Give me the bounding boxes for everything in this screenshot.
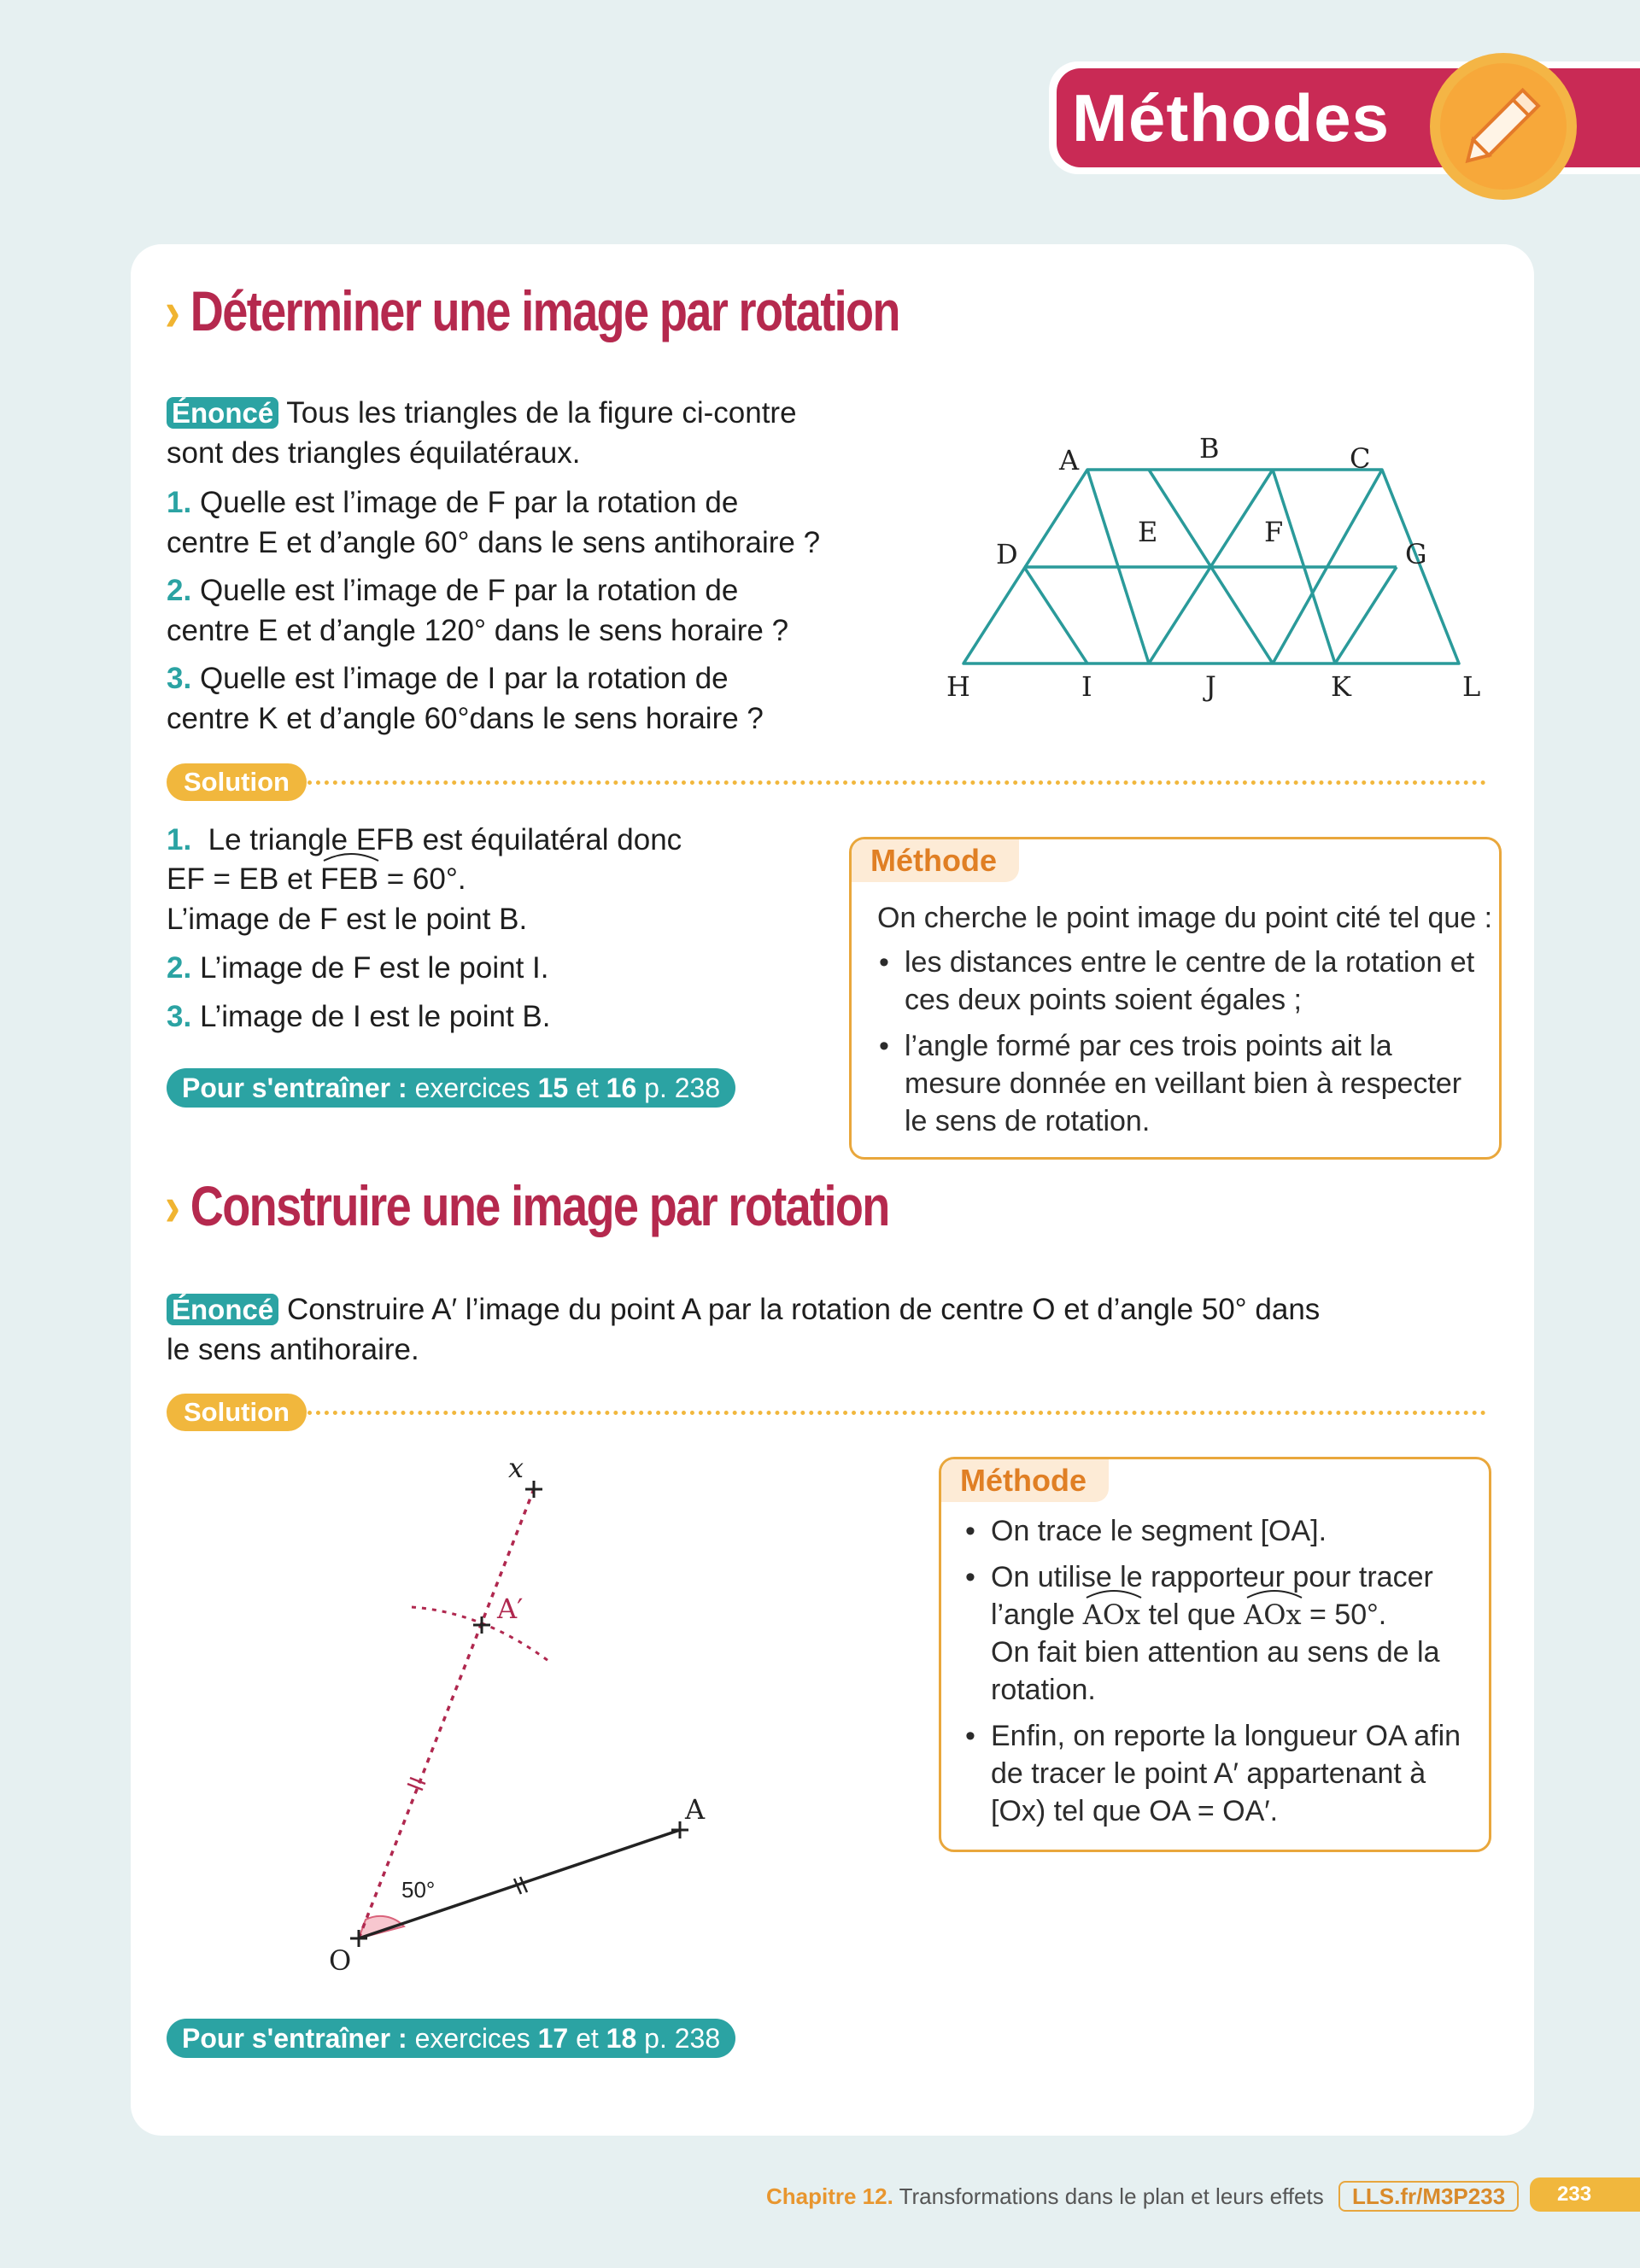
label-A-prime: A′ [497,1593,524,1625]
enonce2-line2: le sens antihoraire. [167,1333,419,1366]
method1-bullet2 [877,1027,1492,1140]
label-D: D [996,538,1018,570]
section1-title [165,277,899,345]
solution3-text: L’image de I est le point B. [199,1000,551,1033]
practice-t2: et [576,2023,599,2054]
enonce1-line1 [167,393,797,433]
method2-b3-l3: [Ox) tel que OA = OA′. [991,1795,1279,1827]
enonce1-text1: Tous les triangles de la figure ci-contre [286,396,797,430]
practice-link-2[interactable] [167,2019,735,2058]
angle-arc-icon [1083,1586,1145,1599]
enonce2-text1: Construire A′ l’image du point A par la rotation de centre O et d’angle 50° dans [286,1293,1321,1326]
practice-link-1[interactable] [167,1068,735,1108]
dotted-divider [308,780,1486,785]
solution2-text: L’image de F est le point I. [199,951,549,985]
edge-D-H2 [1024,567,1087,663]
solution1-text1: Le triangle EFB est équilatéral donc [208,823,682,856]
method1-b1-l1: • les distances entre le centre de la rotation et [905,946,1475,979]
angle-AOx-1 [1083,1596,1140,1634]
footer [766,2177,1519,2215]
solution2 [167,948,549,988]
label-H: H [946,670,970,703]
method2-b2-l4: rotation. [991,1674,1096,1706]
method-box-2 [939,1457,1491,1852]
label-F: F [1264,516,1284,548]
footer-link[interactable]: LLS.fr/M3P233 [1338,2181,1519,2212]
method2-bullet1 [964,1512,1461,1550]
practice-n1: 17 [537,2023,569,2054]
question2-text1: Quelle est l’image de F par la rotation de [199,574,739,607]
method1-b2-l1: • l’angle formé par ces trois points ait la [905,1030,1392,1062]
label-B: B [1199,432,1220,465]
edge-K-G [1335,567,1397,663]
rotation-figure [316,1443,743,1998]
angle-FEB-text: FEB [319,862,379,896]
method2-b2-l2 [991,1596,1461,1634]
ray-Ox [359,1489,534,1938]
solution3 [167,997,550,1037]
solution-tag-2: Solution [167,1394,307,1431]
method1-b2-l2: mesure donnée en veillant bien à respecter [905,1067,1462,1100]
method2-b2-l2b: tel que [1148,1599,1236,1631]
practice-t1: exercices [414,1073,530,1103]
question1-text1: Quelle est l’image de F par la rotation de [199,486,739,519]
practice-lead: Pour s'entraîner : [182,2023,407,2054]
question1-number: 1. [167,486,192,519]
label-I: I [1081,670,1092,703]
question1-line2: centre E et d’angle 60° dans le sens antihoraire ? [167,526,821,559]
enonce-tag: Énoncé [167,1294,278,1325]
method2-bullet2 [964,1558,1461,1709]
question3-number: 3. [167,662,192,695]
angle-FEB [320,859,378,899]
enonce2-line1 [167,1289,1320,1330]
section2-title [165,1172,889,1240]
label-K: K [1331,670,1351,703]
label-A: A [1059,444,1080,476]
compass-arc [412,1607,548,1661]
label-E: E [1138,516,1158,548]
method1-bullet1 [877,944,1492,1019]
practice-t1: exercices [414,2023,530,2054]
label-A: A [685,1793,706,1826]
method2-b2-l2a: l’angle [991,1599,1075,1631]
solution1-line3: L’image de F est le point B. [167,903,528,936]
label-J: J [1205,670,1216,703]
section1-title-text: Déterminer une image par rotation [190,279,899,342]
dotted-divider-2 [308,1411,1486,1415]
solution1-number: 1. [167,823,192,856]
label-angle: 50° [401,1877,436,1903]
header-title: Méthodes [1072,80,1391,155]
method1-b2-l3: le sens de rotation. [905,1105,1151,1137]
chevron-right-icon: › [165,1174,190,1237]
footer-chapter: Chapitre 12. [766,2183,893,2209]
solution3-number: 3. [167,1000,192,1033]
practice-n2: 16 [606,1073,637,1103]
solution-tag: Solution [167,763,307,801]
method-title: Méthode [941,1459,1109,1502]
method2-b2-l3: On fait bien attention au sens de la [991,1636,1440,1669]
question3-line2: centre K et d’angle 60°dans le sens horaire ? [167,702,764,735]
solution1-eq: EF = EB et [167,862,313,896]
method2-content [964,1512,1461,1830]
solution1-line1 [167,820,682,860]
label-x: x [508,1452,524,1484]
method2-b3-l1: • Enfin, on reporte la longueur OA afin [991,1720,1461,1752]
label-O: O [329,1944,352,1977]
solution2-number: 2. [167,951,192,985]
section2-title-text: Construire une image par rotation [190,1174,889,1237]
practice-lead: Pour s'entraîner : [182,1073,407,1103]
label-L: L [1462,670,1481,703]
angle-AOx-1-text: AOx [1082,1599,1141,1631]
angle-arc-icon [320,849,382,862]
angle-arc-icon [1244,1586,1305,1599]
practice-t3: p. 238 [644,2023,721,2054]
method2-b1: On trace le segment [OA]. [991,1515,1327,1547]
method2-b2-l2c: = 50°. [1309,1599,1387,1631]
practice-n1: 15 [537,1073,569,1103]
label-G: G [1405,538,1427,570]
practice-t2: et [576,1073,599,1103]
method1-b1-l2: ces deux points soient égales ; [905,984,1302,1016]
tick-marks-OA [514,1877,527,1894]
page-number: 233 [1530,2177,1640,2212]
question3-text1: Quelle est l’image de I par la rotation de [199,662,729,695]
question3-line1 [167,658,729,699]
method2-b3-l2: de tracer le point A′ appartenant à [991,1757,1426,1790]
method1-intro: On cherche le point image du point cité tel que : [877,902,1493,934]
question2-line1 [167,570,738,611]
angle-AOx-2-text: AOx [1244,1599,1302,1631]
question1-line1 [167,482,738,523]
method2-bullet3 [964,1717,1461,1830]
angle-AOx-2 [1244,1596,1301,1634]
question2-number: 2. [167,574,192,607]
label-C: C [1350,442,1371,475]
practice-n2: 18 [606,2023,637,2054]
practice-t3: p. 238 [644,1073,721,1103]
method-title: Méthode [852,839,1019,882]
triangle-figure [940,427,1503,717]
question2-line2: centre E et d’angle 120° dans le sens horaire ? [167,614,789,647]
solution1-line2 [167,859,466,899]
enonce1-line2: sont des triangles équilatéraux. [167,436,581,470]
footer-title: Transformations dans le plan et leurs effets [899,2183,1324,2209]
method1-content [877,899,1492,1140]
enonce-tag: Énoncé [167,397,278,429]
solution1-eq2: = 60°. [386,862,466,896]
tick-marks-OA-prime [407,1778,425,1790]
method-box-1 [849,837,1502,1160]
method2-b2-l1: • On utilise le rapporteur pour tracer [991,1561,1433,1593]
pencil-icon [1428,51,1578,202]
chevron-right-icon: › [165,279,190,342]
